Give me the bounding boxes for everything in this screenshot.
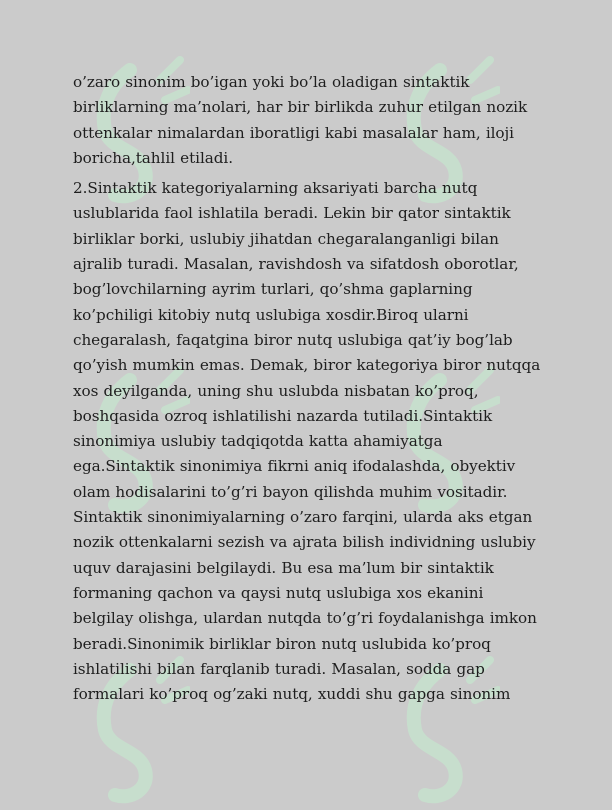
body-text [73, 70, 543, 707]
paragraph-continuation: o’zaro sinonim bo’igan yoki bo’la oladigan sintaktik birliklarning ma’nolari, har bir birlikda zuhur etilgan nozik ottenkalar nimalardan iboratligi kabi masalalar ham, iloji boricha,tahlil etiladi. [73, 73, 528, 167]
paragraph-point-2: 2.Sintaktik kategoriyalarning aksariyati barcha nutq uslublarida faol ishlatila beradi. Lekin bir qator sintaktik birliklar borki, uslubiy jihatdan chegaralanganligi bilan ajralib turadi. Masalan, ravishdosh va sifatdosh oborotlar, bog’lovchilarning ayrim turlari, qo’shma gaplarning ko’pchiligi kitobiy nutq uslubiga xosdir.Biroq ularni chegaralash, faqatgina biror nutq uslubiga qat’iy bog’lab qo’yish mumkin emas. Demak, biror kategoriya biror nutqqa xos deyilganda, uning shu uslubda nisbatan ko’proq, boshqasida ozroq ishlatilishi nazarda tutiladi.Sintaktik sinonimiya uslubiy tadqiqotda katta ahamiyatga ega.Sintaktik sinonimiya fikrni aniq ifodalashda, obyektiv olam hodisalarini to’g’ri bayon qilishda muhim vositadir. Sintaktik sinonimiyalarning o’zaro farqini, ularda aks etgan nozik ottenkalarni sezish va ajrata bilish individning uslubiy uquv darajasini belgilaydi. Bu esa ma’lum bir sintaktik formaning qachon va qaysi nutq uslubiga xos ekanini belgilay olishga, ulardan nutqda to’g’ri foydalanishga imkon beradi.Sinonimik birliklar biron nutq uslubida ko’proq ishlatilishi bilan farqlanib turadi. Masalan, sodda gap formalari ko’proq og’zaki nutq, xuddi shu gapga sinonim [73, 179, 541, 704]
